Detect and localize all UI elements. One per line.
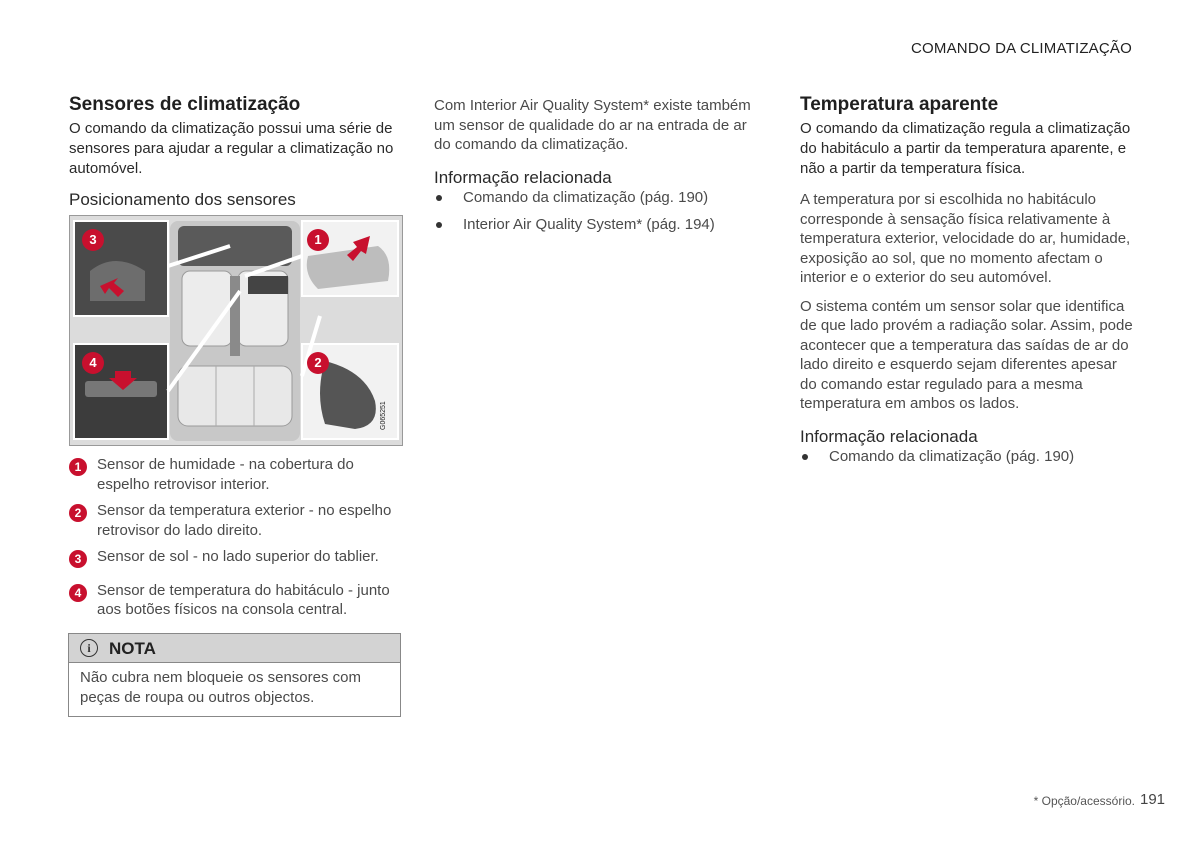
callout-badge: 3 [69,550,87,568]
column-apparent-temperature [800,94,1135,474]
callout-text: Sensor de sol - no lado superior do tablier. [97,548,379,565]
sensors-lead: O comando da climatização possui uma série de sensores para ajudar a regular a climatização no automóvel. [69,120,394,177]
callout-badge: 2 [69,504,87,522]
apparent-temp-paragraph-1: A temperatura por si escolhida no habitáculo corresponde à sensação física relativamente à temperatura exterior, velocidade do ar, humidade, exposição ao sol, que no momento afectam o interior e o exterior do seu automóvel. [800,191,1131,286]
related-link-climate-control[interactable]: Comando da climatização (pág. 190) [434,188,764,208]
related-info-title: Informação relacionada [434,167,612,187]
callout-text: Sensor de humidade - na cobertura do espelho retrovisor interior. [97,456,354,493]
callout-badge: 4 [69,584,87,602]
column-sensors [69,94,403,210]
callout-text: Sensor da temperatura exterior - no espelho retrovisor do lado direito. [97,502,392,539]
related-list [434,188,764,235]
note-text: Não cubra nem bloqueie os sensores com peças de roupa ou outros objectos. [80,669,361,706]
apparent-temp-paragraph-2: O sistema contém um sensor solar que identifica de que lado provém a radiação solar. Assim, pode acontecer que a temperatura das saídas de ar do lado direito e esquerdo sejam diferentes apesar do comando estar regulado para a mesma temperatura em ambos os lados. [800,297,1133,412]
sensor-callout-list [69,455,403,627]
running-header: COMANDO DA CLIMATIZAÇÃO [910,40,1132,57]
callout-badge: 1 [69,458,87,476]
column-air-quality [434,96,764,243]
figure-badge-1: 1 [307,229,329,251]
subtitle-sensor-positions: Posicionamento dos sensores [69,190,296,209]
related-list [800,447,1135,467]
callout-item [69,547,403,567]
figure-badge-4: 4 [82,352,104,374]
section-title-sensors: Sensores de climatização [69,94,301,115]
note-box [68,633,401,717]
figure-code: G065251 [380,401,387,430]
figure-badge-2: 2 [307,352,329,374]
related-info-title: Informação relacionada [800,426,978,446]
section-title-apparent-temperature: Temperatura aparente [800,94,999,115]
callout-item [69,581,403,620]
note-title: NOTA [109,639,156,658]
footer-option-note: * Opção/acessório. [1033,794,1135,808]
note-header [69,634,400,663]
car-interior-illustration [170,221,300,441]
callout-item [69,455,403,494]
related-link-climate-control[interactable]: Comando da climatização (pág. 190) [800,447,1135,467]
info-icon: i [80,639,98,657]
callout-item [69,501,403,540]
related-link-air-quality[interactable]: Interior Air Quality System* (pág. 194) [434,215,764,235]
apparent-temp-lead: O comando da climatização regula a climatização do habitáculo a partir da temperatura aparente, e não a partir da temperatura física. [800,120,1131,177]
page-number: 191 [1140,791,1166,808]
callout-text: Sensor de temperatura do habitáculo - junto aos botões físicos na consola central. [97,581,390,618]
sensor-location-figure [69,215,403,446]
air-quality-intro: Com Interior Air Quality System* existe também um sensor de qualidade do ar na entrada de ar do comando da climatização. [434,97,751,153]
figure-badge-3: 3 [82,229,104,251]
